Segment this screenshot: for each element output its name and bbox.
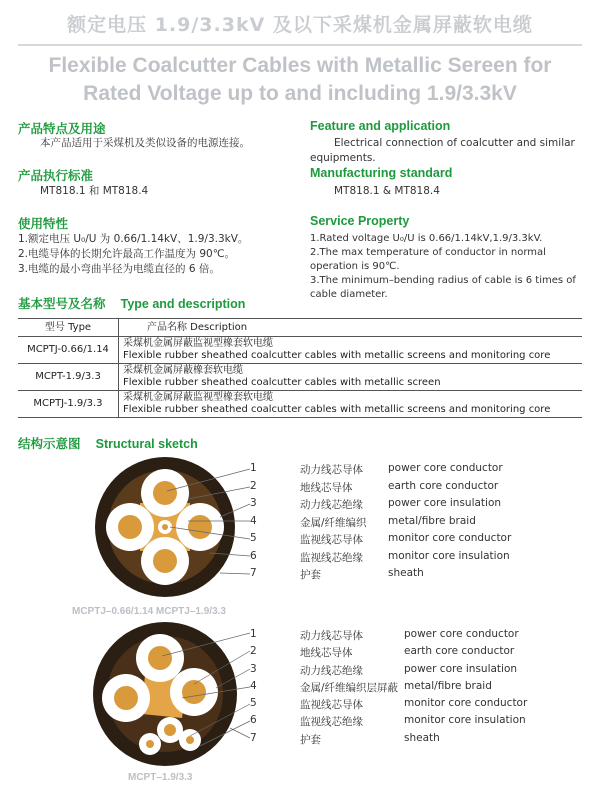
core-conductor [153, 481, 177, 505]
types-table-header [18, 319, 582, 337]
legend-row: 3 动力线芯绝缘 power core insulation [250, 662, 518, 677]
types-heading [18, 293, 245, 312]
standard-heading-cn: 产品执行标准 [18, 168, 94, 183]
types-heading-cn: 基本型号及名称 [18, 296, 106, 311]
title-chinese: 额定电压 1.9/3.3kV 及以下采煤机金属屏蔽软电缆 [67, 14, 533, 36]
service-heading-en: Service Property [310, 214, 410, 228]
legend-1 [250, 462, 590, 585]
row-desc-en: Flexible rubber sheathed coalcutter cables with metallic screens and monitoring core [123, 350, 551, 361]
row-model: MCPTJ-1.9/3.3 [18, 391, 119, 418]
legend-row: 2 地线芯导体 earth core conductor [250, 645, 515, 660]
cable-diagram-1 [70, 455, 270, 605]
legend-row: 1 动力线芯导体 power core conductor [250, 462, 503, 476]
core-conductor [148, 646, 172, 670]
title-english-line2: Rated Voltage up to and including 1.9/3.3kV [83, 82, 517, 105]
structure-heading [18, 433, 198, 452]
col-model-header: 型号 Type [18, 319, 119, 337]
structure-heading-en: Structural sketch [95, 437, 198, 451]
core-conductor [114, 686, 138, 710]
service-item-cn: 3.电缆的最小弯曲半径为电缆直径的 6 倍。 [18, 263, 220, 275]
types-heading-en: Type and description [120, 297, 246, 311]
legend-row: 6 监视线芯绝缘 monitor core insulation [250, 714, 526, 729]
service-list-en [310, 232, 582, 302]
core-conductor [188, 515, 212, 539]
legend-row: 2 地线芯导体 earth core conductor [250, 479, 499, 494]
table-row [18, 337, 582, 364]
features-heading-cn: 产品特点及用途 [18, 121, 106, 136]
legend-2 [250, 628, 595, 749]
title-divider [18, 44, 582, 46]
types-table [18, 318, 582, 418]
features-heading-en: Feature and application [310, 119, 451, 133]
legend-row: 4 金属/纤维编织层屏蔽 metal/fibre braid [250, 679, 492, 694]
row-desc-en: Flexible rubber sheathed coalcutter cables with metallic screens and monitoring core [123, 404, 551, 415]
table-row [18, 364, 582, 391]
row-desc [119, 337, 583, 364]
legend-row: 1 动力线芯导体 power core conductor [250, 628, 519, 642]
standard-heading-en: Manufacturing standard [310, 166, 453, 180]
diagram-2-caption: MCPT–1.9/3.3 [128, 772, 193, 783]
row-desc-cn: 采煤机金属屏蔽橡套软电缆 [123, 365, 243, 376]
legend-row: 7 护套 sheath [250, 567, 424, 581]
core-conductor [118, 515, 142, 539]
service-item-cn: 1.额定电压 U₀/U 为 0.66/1.14kV、1.9/3.3kV。 [18, 233, 249, 245]
legend-row: 7 护套 sheath [250, 731, 440, 746]
legend-row: 5 监视线芯导体 monitor core conductor [250, 532, 512, 546]
diagram-1-caption: MCPTJ–0.66/1.14 MCPTJ–1.9/3.3 [72, 606, 226, 617]
service-heading-cn: 使用特性 [18, 216, 69, 231]
row-desc [119, 391, 583, 418]
legend-row: 3 动力线芯绝缘 power core insulation [250, 497, 502, 511]
monitor-conductor [146, 740, 154, 748]
service-list-cn [18, 232, 303, 277]
row-desc-cn: 采煤机金属屏蔽监视型橡套软电缆 [123, 392, 273, 403]
service-item-en: 2.The max temperature of conductor in normal operation is 90℃. [310, 247, 546, 272]
legend-row: 4 金属/纤维编织 metal/fibre braid [250, 514, 476, 529]
legend-row: 5 监视线芯导体 monitor core conductor [250, 697, 528, 712]
core-conductor [153, 549, 177, 573]
table-row [18, 391, 582, 418]
service-item-en: 1.Rated voltage U₀/U is 0.66/1.14kV,1.9/3.3kV. [310, 233, 543, 244]
monitor-conductor [164, 724, 176, 736]
standard-text-cn: MT818.1 和 MT818.4 [40, 185, 149, 197]
features-text-cn: 本产品适用于采煤机及类似设备的电源连接。 [40, 137, 250, 149]
service-item-cn: 2.电缆导体的长期允许最高工作温度为 90℃。 [18, 248, 236, 260]
structure-heading-cn: 结构示意图 [18, 436, 81, 451]
monitor-conductor [162, 524, 168, 530]
row-desc-en: Flexible rubber sheathed coalcutter cables with metallic screen [123, 377, 441, 388]
features-text-en: Electrical connection of coalcutter and similar equipments. [310, 137, 575, 164]
title-english [0, 52, 600, 108]
monitor-conductor [186, 736, 194, 744]
cable-diagram-2 [70, 618, 270, 770]
standard-text-en: MT818.1 & MT818.4 [334, 185, 440, 197]
title-english-line1: Flexible Coalcutter Cables with Metallic Sereen for [48, 54, 552, 77]
legend-row: 6 监视线芯绝缘 monitor core insulation [250, 549, 510, 564]
col-desc-header: 产品名称 Description [119, 319, 583, 337]
row-model: MCPTJ-0.66/1.14 [18, 337, 119, 364]
row-model: MCPT-1.9/3.3 [18, 364, 119, 391]
row-desc [119, 364, 583, 391]
row-desc-cn: 采煤机金属屏蔽监视型橡套软电缆 [123, 338, 273, 349]
service-item-en: 3.The minimum–bending radius of cable is 6 times of cable diameter. [310, 275, 576, 300]
